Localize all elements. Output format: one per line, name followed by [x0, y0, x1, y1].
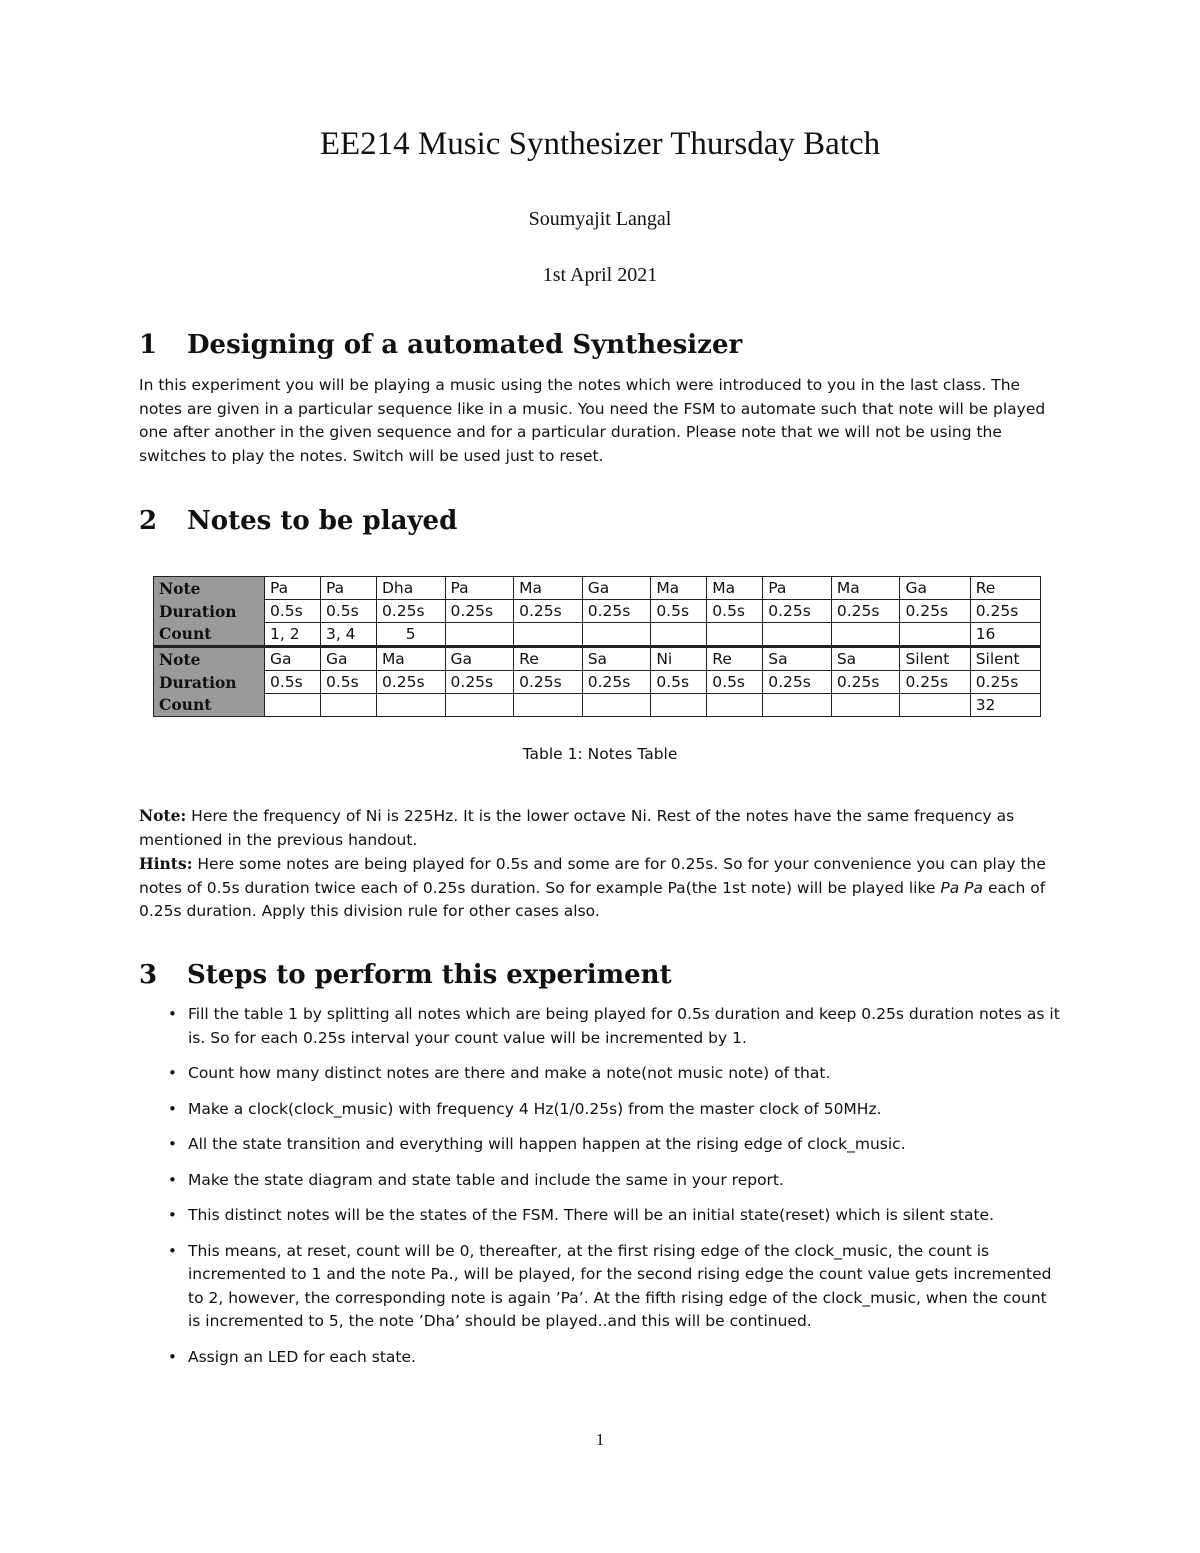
table-cell: 0.25s — [514, 600, 583, 623]
table-cell: 0.25s — [582, 600, 651, 623]
intro-paragraph: In this experiment you will be playing a music using the notes which were introduced to you in the last class. The notes are given in a particular sequence like in a music. You need the FSM to automate such that note will be played one after another in the given sequence and for a particular duration. Please note that we will not be using the switches to play the notes. Switch will be used just to reset. — [139, 376, 1046, 465]
step-text: Make the state diagram and state table and include the same in your report. — [188, 1170, 784, 1189]
table-cell — [514, 694, 583, 717]
section-title: Notes to be played — [187, 506, 458, 536]
step-text: Count how many distinct notes are there and make a note(not music note) of that. — [188, 1064, 831, 1082]
bullet-icon: • — [168, 1005, 177, 1023]
table-cell: Silent — [970, 647, 1040, 671]
table-cell — [763, 623, 832, 647]
table-cell: Re — [514, 647, 583, 671]
section-2-heading — [139, 506, 457, 536]
list-item — [165, 1204, 1063, 1228]
list-item — [165, 1346, 1063, 1370]
table-caption: Table 1: Notes Table — [522, 745, 678, 763]
table-row — [154, 600, 1041, 623]
note-paragraph — [139, 804, 1064, 924]
table-cell: 0.25s — [376, 671, 445, 694]
table-cell: Pa — [320, 577, 376, 600]
table-cell: 0.5s — [265, 600, 321, 623]
section-number: 2 — [139, 506, 158, 536]
table-row — [154, 647, 1041, 671]
table-cell: Pa — [445, 577, 514, 600]
hints-label: Hints: — [139, 854, 193, 873]
table-cell — [582, 694, 651, 717]
table-cell: 3, 4 — [320, 623, 376, 647]
list-item — [165, 1098, 1063, 1122]
table-cell: 0.5s — [320, 671, 376, 694]
table-cell: 0.5s — [651, 671, 707, 694]
table-cell: Ma — [514, 577, 583, 600]
table-cell: 0.25s — [900, 600, 970, 623]
document-date: 1st April 2021 — [542, 264, 658, 286]
list-item — [165, 1062, 1063, 1086]
table-cell: Ma — [651, 577, 707, 600]
row-label-note-row: Note — [154, 647, 265, 671]
table-cell: 0.25s — [376, 600, 445, 623]
table-cell — [445, 694, 514, 717]
table-cell — [376, 694, 445, 717]
table-cell — [831, 623, 900, 647]
table-cell: 16 — [970, 623, 1040, 647]
table-cell — [707, 623, 763, 647]
section-title: Designing of a automated Synthesizer — [187, 330, 743, 360]
table-cell: Dha — [376, 577, 445, 600]
step-text: Make a clock(clock_music) with frequency 4 Hz(1/0.25s) from the master clock of 50MHz. — [188, 1099, 882, 1118]
table-cell — [900, 623, 970, 647]
section-title: Steps to perform this experiment — [187, 960, 672, 990]
step-text: All the state transition and everything will happen happen at the rising edge of clock_music. — [188, 1135, 906, 1153]
table-cell — [582, 623, 651, 647]
list-item — [165, 1133, 1063, 1157]
table-cell: Sa — [582, 647, 651, 671]
author-name: Soumyajit Langal — [528, 208, 672, 230]
document-title: EE214 Music Synthesizer Thursday Batch — [319, 126, 881, 162]
table-cell: 0.25s — [970, 600, 1040, 623]
row-label-count-row: Count — [154, 623, 265, 647]
table-cell — [651, 694, 707, 717]
row-label-note-row: Note — [154, 577, 265, 600]
bullet-icon: • — [168, 1064, 177, 1082]
table-cell: 0.25s — [514, 671, 583, 694]
table-cell — [900, 694, 970, 717]
table-cell: 0.25s — [445, 671, 514, 694]
row-label-duration-row: Duration — [154, 671, 265, 694]
table-cell: Ga — [320, 647, 376, 671]
table-cell: 1, 2 — [265, 623, 321, 647]
table-cell: Re — [707, 647, 763, 671]
table-cell — [651, 623, 707, 647]
table-cell: Re — [970, 577, 1040, 600]
list-item — [165, 1169, 1063, 1193]
table-cell: 0.25s — [970, 671, 1040, 694]
bullet-icon: • — [168, 1135, 177, 1153]
table-cell — [707, 694, 763, 717]
table-cell — [320, 694, 376, 717]
table-cell: Silent — [900, 647, 970, 671]
table-cell: 0.5s — [651, 600, 707, 623]
step-text: This distinct notes will be the states of the FSM. There will be an initial state(reset) which is silent state. — [188, 1206, 994, 1224]
hints-text-end: each of 0.25s duration. Apply this division rule for other cases also. — [139, 878, 1046, 920]
section-number: 1 — [139, 330, 158, 360]
list-item — [165, 1003, 1063, 1050]
note-text: Here the frequency of Ni is 225Hz. It is the lower octave Ni. Rest of the notes have the same frequency as mentioned in the previous handout. — [139, 807, 1015, 849]
table-row — [154, 671, 1041, 694]
table-cell: Sa — [763, 647, 832, 671]
row-label-duration-row: Duration — [154, 600, 265, 623]
table-cell: 0.25s — [582, 671, 651, 694]
steps-list — [165, 1003, 1063, 1381]
table-cell: 32 — [970, 694, 1040, 717]
table-cell: 0.25s — [763, 671, 832, 694]
table-cell — [831, 694, 900, 717]
bullet-icon: • — [168, 1206, 177, 1224]
section-3-heading — [139, 960, 672, 990]
step-text: Fill the table 1 by splitting all notes which are being played for 0.5s duration and keep 0.25s duration notes as it is. So for each 0.25s interval your count value will be incremented by 1. — [188, 1005, 1060, 1047]
table-cell: 0.5s — [265, 671, 321, 694]
table-cell: 5 — [376, 623, 445, 647]
table-cell: 0.5s — [707, 671, 763, 694]
table-cell: Ga — [445, 647, 514, 671]
hints-text: Here some notes are being played for 0.5s and some are for 0.25s. So for your convenience you can play the notes of 0.5s duration twice each of 0.25s duration. So for example Pa(the 1st note) will be played like — [139, 855, 1046, 897]
hints-emphasis: Pa Pa — [940, 878, 984, 897]
table-cell: Ma — [831, 577, 900, 600]
table-cell — [763, 694, 832, 717]
step-text: This means, at reset, count will be 0, thereafter, at the first rising edge of the clock_music, the count is incremented to 1 and the note Pa., will be played, for the second rising edge the count value gets incremented to 2, however, the corresponding note is again ’Pa’. At the fifth rising edge of the clock_music, when the count is incremented to 5, the note ’Dha’ should be played..and this will be continued. — [188, 1241, 1052, 1330]
table-cell — [265, 694, 321, 717]
list-item — [165, 1240, 1063, 1334]
table-row — [154, 694, 1041, 717]
section-number: 3 — [139, 960, 158, 990]
bullet-icon: • — [168, 1099, 177, 1118]
table-cell: 0.25s — [900, 671, 970, 694]
table-cell: 0.5s — [320, 600, 376, 623]
table-cell: Ga — [900, 577, 970, 600]
table-cell: Ni — [651, 647, 707, 671]
table-cell: Ma — [707, 577, 763, 600]
table-row — [154, 623, 1041, 647]
table-cell: Ga — [582, 577, 651, 600]
table-cell: Ga — [265, 647, 321, 671]
table-cell: Pa — [763, 577, 832, 600]
notes-table — [153, 576, 1041, 717]
note-label: Note: — [139, 806, 187, 825]
table-cell: 0.25s — [831, 600, 900, 623]
table-cell — [514, 623, 583, 647]
table-cell — [445, 623, 514, 647]
page-number: 1 — [595, 1430, 605, 1449]
table-row — [154, 577, 1041, 600]
row-label-count-row: Count — [154, 694, 265, 717]
bullet-icon: • — [168, 1241, 177, 1260]
table-cell: 0.5s — [707, 600, 763, 623]
section-1-heading — [139, 330, 742, 360]
step-text: Assign an LED for each state. — [188, 1347, 416, 1366]
table-cell: Sa — [831, 647, 900, 671]
table-cell: 0.25s — [763, 600, 832, 623]
table-cell: 0.25s — [445, 600, 514, 623]
table-cell: Ma — [376, 647, 445, 671]
table-cell: Pa — [265, 577, 321, 600]
table-cell: 0.25s — [831, 671, 900, 694]
bullet-icon: • — [168, 1170, 177, 1189]
bullet-icon: • — [168, 1347, 177, 1366]
